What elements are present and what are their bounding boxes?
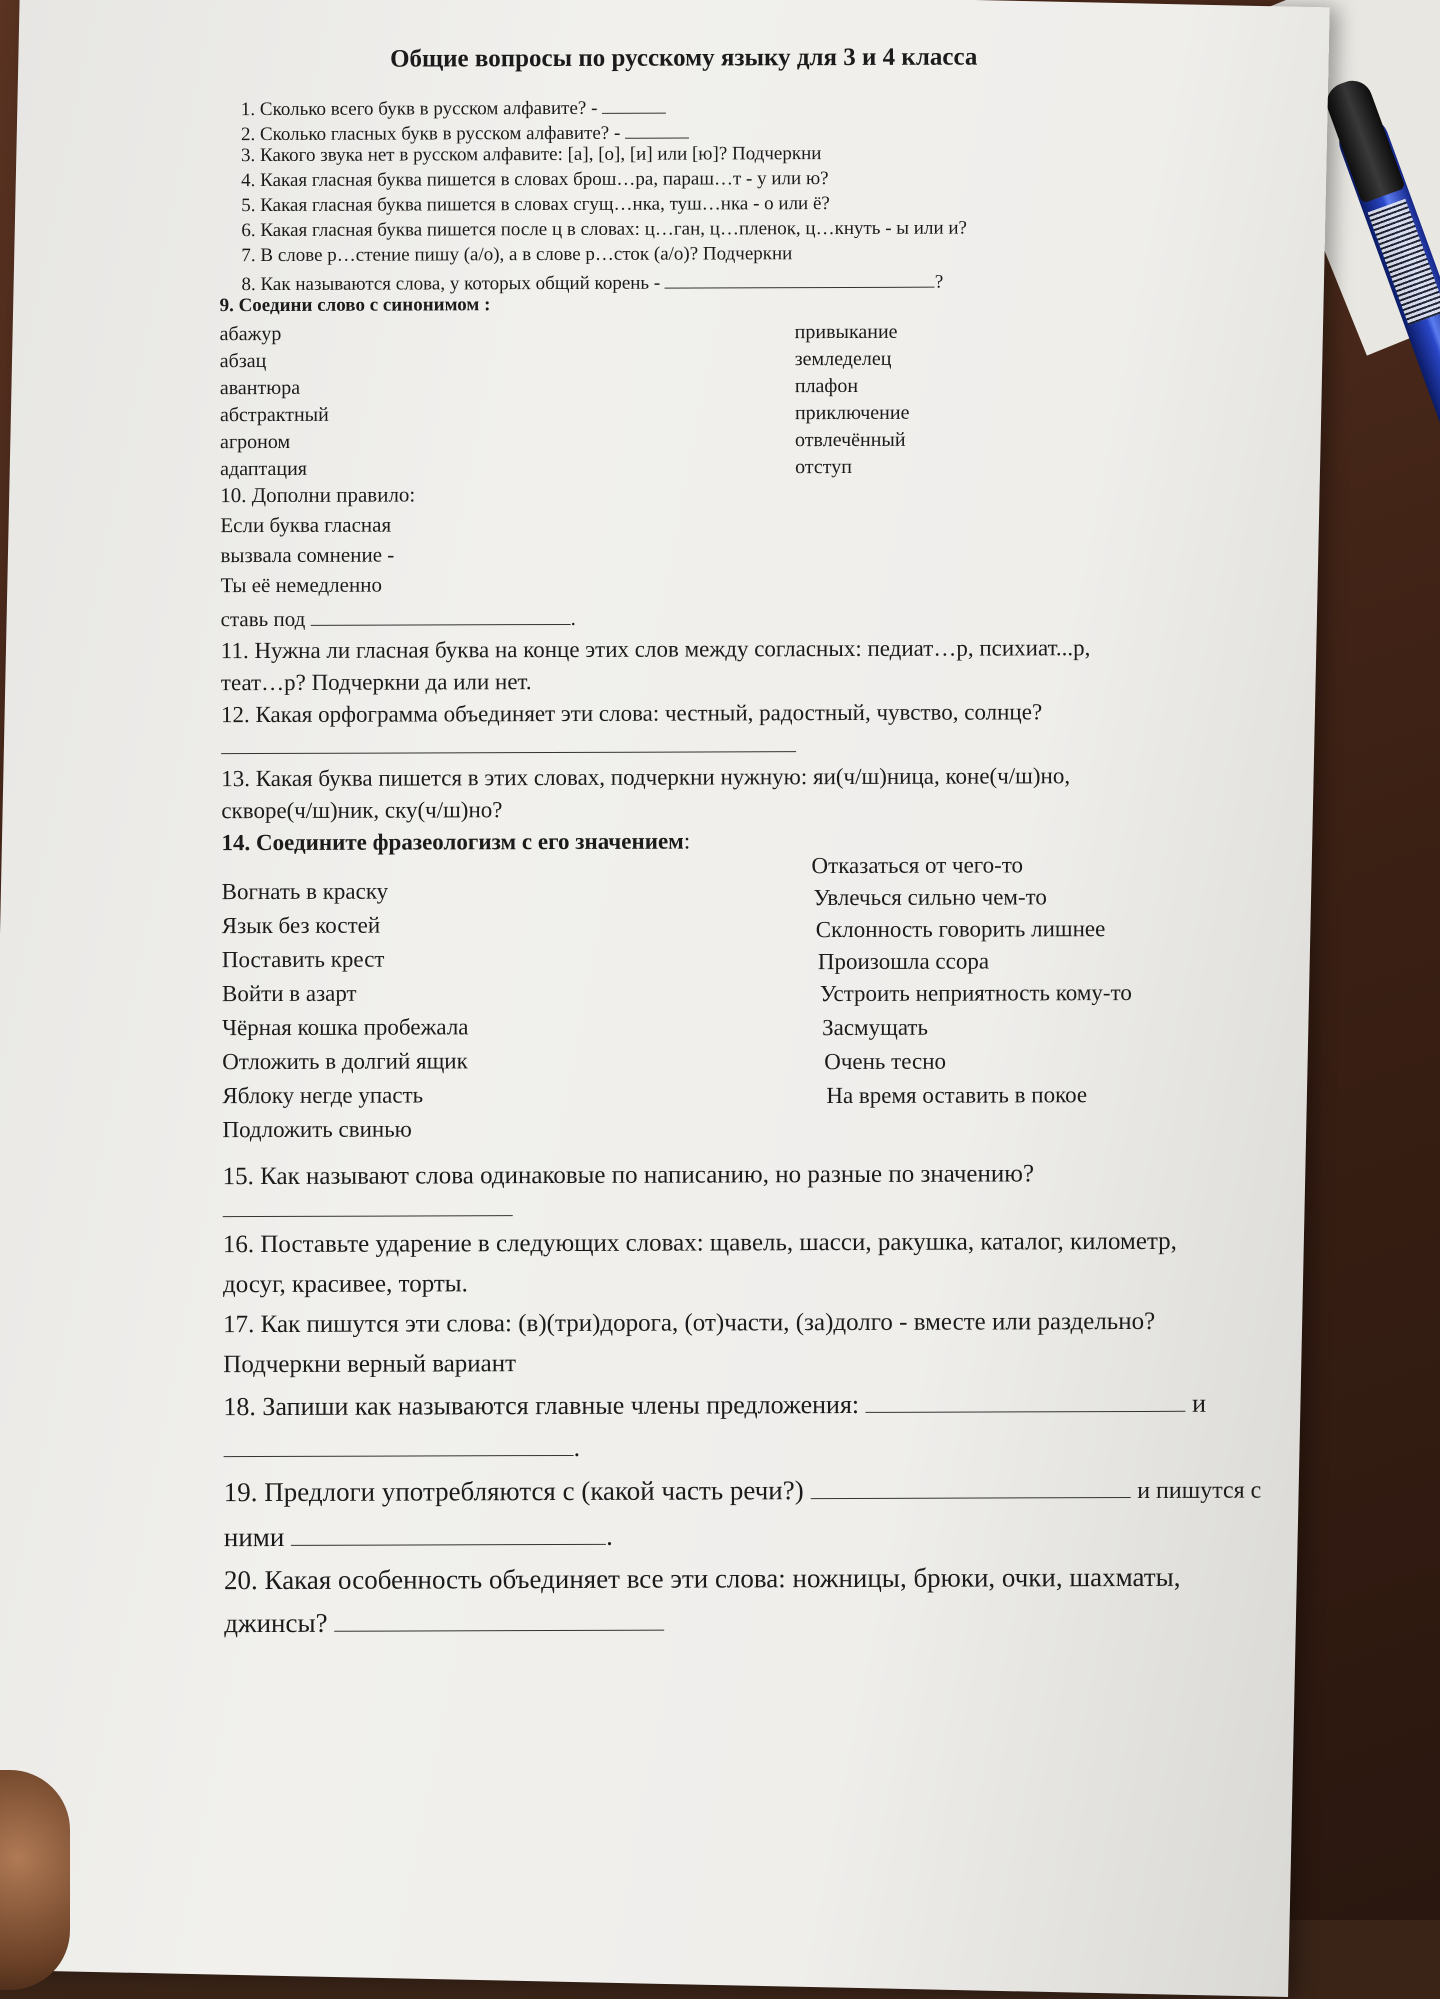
question-18: 18. Запиши как называются главные члены предложения: и (223, 1388, 1207, 1422)
question-1: 1. Сколько всего букв в русском алфавите? - (241, 92, 1369, 121)
synonym-right: земледелец (794, 347, 892, 371)
phrase-left: Подложить свинью (222, 1116, 412, 1143)
synonym-left: авантюра (219, 376, 301, 400)
finger (0, 1770, 70, 1990)
phrase-right: Засмущать (822, 1014, 928, 1041)
question-20: 20. Какая особенность объединяет все эти слова: ножницы, брюки, очки, шахматы, (223, 1561, 1181, 1596)
question-7: 7. В слове р…стение пишу (а/о), а в слове р…сток (а/о)? Подчеркни (241, 243, 793, 267)
question-13: 13. Какая буква пишется в этих словах, подчеркни нужную: яи(ч/ш)ница, коне(ч/ш)но, (221, 763, 1071, 792)
rule-line: Если буква гласная (220, 512, 392, 538)
answer-line-18: . (223, 1425, 1373, 1469)
synonym-row (220, 346, 1370, 377)
synonym-right: приключение (794, 401, 910, 425)
phrase-left: Яблоку негде упасть (222, 1082, 424, 1109)
synonym-right: отвлечённый (794, 428, 906, 452)
synonym-right: отступ (795, 455, 852, 479)
synonym-row (220, 373, 1370, 404)
synonym-row (220, 454, 1370, 485)
question-9: 9. Соедини слово с синонимом : (219, 294, 491, 317)
question-14: 14. Соедините фразеологизм с его значением: (221, 828, 691, 856)
synonyms-list (220, 319, 1371, 485)
phrase-left: Поставить крест (221, 946, 385, 973)
synonym-left: адаптация (220, 457, 308, 481)
rule-line: Ты её немедленно (220, 572, 382, 598)
phrase-right: Склонность говорить лишнее (815, 916, 1106, 943)
question-17: 17. Как пишутся эти слова: (в)(три)дорога, (от)части, (за)долго - вместе или раздельно? (223, 1307, 1156, 1339)
phrase-right: Произошла ссора (817, 948, 990, 975)
synonym-row (220, 427, 1370, 458)
rule-line: вызвала сомнение - (220, 542, 395, 568)
synonym-left: абзац (219, 350, 267, 373)
synonym-right: привыкание (794, 320, 898, 344)
synonym-left: агроном (220, 430, 291, 454)
phrase-left: Войти в азарт (221, 980, 357, 1007)
worksheet-title: Общие вопросы по русскому языку для 3 и 4 класса (390, 43, 978, 73)
phraseology-list (221, 852, 1372, 1159)
question-16-cont: досуг, красивее, торты. (222, 1270, 468, 1299)
answer-line-12 (221, 727, 1371, 763)
question-8: 8. Как называются слова, у которых общий корень - ? (241, 267, 1369, 296)
phrase-right: Очень тесно (824, 1048, 947, 1075)
phrase-left: Отложить в долгий ящик (222, 1048, 468, 1075)
question-19-cont: ними . (223, 1520, 613, 1553)
rule-line: ставь под . (220, 605, 576, 632)
phrase-left: Чёрная кошка пробежала (222, 1014, 469, 1041)
worksheet-content (219, 42, 1375, 1643)
question-10: 10. Дополни правило: (220, 482, 416, 508)
question-17-cont: Подчеркни верный вариант (223, 1350, 517, 1379)
question-11: 11. Нужна ли гласная буква на конце этих слов между согласных: педиат…р, психиат...р, (220, 635, 1091, 664)
question-13-cont: скворе(ч/ш)ник, ску(ч/ш)но? (221, 797, 503, 824)
synonym-row (220, 319, 1370, 350)
synonym-right: плафон (794, 374, 859, 398)
question-12: 12. Какая орфограмма объединяет эти слова: честный, радостный, чувство, солнце? (220, 699, 1043, 728)
phrase-left: Язык без костей (221, 912, 381, 939)
synonym-row (220, 400, 1370, 431)
question-11-cont: теат…р? Подчеркни да или нет. (220, 669, 532, 696)
phrase-right: Увлечься сильно чем-то (813, 884, 1047, 911)
phrase-right: На время оставить в покое (826, 1082, 1088, 1109)
question-20-cont: джинсы? (224, 1599, 1374, 1643)
answer-line-15 (223, 1191, 1373, 1225)
phrase-left: Вогнать в краску (221, 878, 389, 905)
phrase-right: Отказаться от чего-то (811, 852, 1024, 879)
question-19: 19. Предлоги употребляются с (какой часть речи?) и пишутся с (223, 1475, 1262, 1508)
question-4: 4. Какая гласная буква пишется в словах брош…ра, параш…т - у или ю? (241, 168, 829, 192)
question-6: 6. Какая гласная буква пишется после ц в словах: ц…ган, ц…пленок, ц…кнуть - ы или и? (241, 217, 967, 242)
question-3: 3. Какого звука нет в русском алфавите: [а], [о], [и] или [ю]? Подчеркни (241, 143, 822, 167)
question-2: 2. Сколько гласных букв в русском алфавите? - (241, 117, 1369, 146)
synonym-left: абстрактный (219, 403, 329, 427)
question-15: 15. Как называют слова одинаковые по написанию, но разные по значению? (222, 1160, 1035, 1191)
phrase-right: Устроить неприятность кому-то (819, 979, 1132, 1007)
synonym-left: абажур (219, 322, 282, 346)
question-16: 16. Поставьте ударение в следующих словах: щавель, шасси, ракушка, каталог, километр, (222, 1227, 1177, 1259)
question-5: 5. Какая гласная буква пишется в словах сгущ…нка, туш…нка - о или ё? (241, 193, 830, 217)
